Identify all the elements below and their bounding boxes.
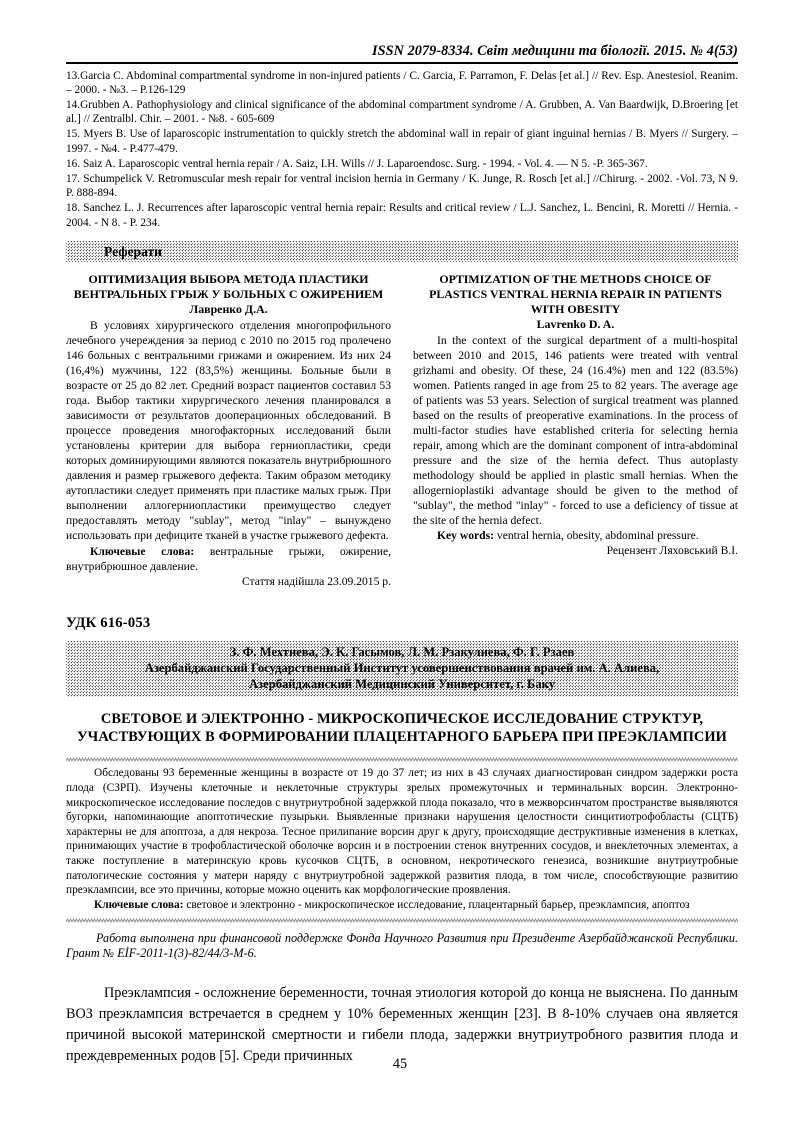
reference-item: 17. Schumpelick V. Retromuscular mesh repair for ventral incision hernia in Germany / K. Junge, R. Rosch [et al.] //Chirurg. - 2002. -Vol. 73, N 9. P. 888-894.: [66, 172, 738, 200]
abstract-en-author: Lavrenko D. A.: [536, 317, 615, 332]
abstract-ru-keywords-text: вентральные грыжи, ожирение, внутрибрюшное давление.: [66, 544, 391, 573]
article-intro-paragraph: Преэклампсия - осложнение беременности, точная этиология которой до конца не выяснена. По данным ВОЗ преэклампсия встречается в среднем у 10% беременных женщин [23]. В 8-10% случаев она является причиной высокой материнской смертности и гибели плода, задержки внутриутробного развития плода и преждевременных родов [5]. Среди причинных: [66, 985, 738, 1064]
abstract-english: [413, 272, 738, 589]
article-summary-body: Обследованы 93 беременные женщины в возрасте от 19 до 37 лет; из них в 43 случаях диагностирован синдром задержки роста плода (СЗРП). Изучены клеточные и неклеточные структуры зрелых промежуточных и терминальных ворсин. Электронно-микроскопическое исследование последов с внутриутробной задержкой плода показало, что в межворсинчатом пространстве выявляются бугорки, напоминающие апоптотические пузырьки. Выявленные признаки нарушения целостности синцитиотрофобласты (СЦТБ) характерны не для апоптоза, а для некроза. Тесное прилипание ворсин друг к другу, происходящие деструктивные изменения в клетках, принимающих участие в трофобластической оболочке ворсин и в построении стенок внутренних сосудов, и внеклеточных элементах, а также поступление в материнскую кровь кусочков СЦТБ, в основном, некротического генезиса, возникшие внутриутробные патологические состояния у матери наряду с внутриутробной задержкой развития плода, в том числе, способствующие развитию преэклампсии, все это причины, которые можно оценить как морфологические проявления.: [66, 767, 738, 897]
article-summary-keywords: [66, 898, 738, 913]
zigzag-divider-bottom: [66, 917, 738, 924]
reference-item: 18. Sanchez L. J. Recurrences after laparoscopic ventral hernia repair: Results and critical review / L.J. Sanchez, L. Bencini, R. Moretti // Hernia. - 2004. - N 8. - P. 234.: [66, 202, 738, 229]
article-authors-band: [66, 641, 738, 697]
abstract-en-keywords-text: ventral hernia, obesity, abdominal pressure.: [494, 529, 699, 543]
article-keywords-label: Ключевые слова:: [94, 898, 184, 911]
abstract-en-keywords-label: Key words:: [437, 529, 494, 543]
reference-item: 13.Garcia C. Abdominal compartmental syndrome in non-injured patients / C. Garcia, F. Parramon, F. Delas [et al.] // Rev. Esp. Anestesiol. Reanim. – 2000. - №3. – P.126-129: [66, 69, 738, 97]
abstract-ru-footer: Стаття надійшла 23.09.2015 р.: [241, 574, 391, 588]
abstract-russian: [66, 272, 391, 589]
article-title: СВЕТОВОЕ И ЭЛЕКТРОННО - МИКРОСКОПИЧЕСКОЕ ИССЛЕДОВАНИЕ СТРУКТУР, УЧАСТВУЮЩИХ В ФОРМИРОВАНИИ ПЛАЦЕНТАРНОГО БАРЬЕРА ПРИ ПРЕЭКЛАМПСИИ: [77, 710, 727, 746]
grant-note: Работа выполнена при финансовой поддержке Фонда Научного Развития при Президенте Азербайджанской Республики. Грант № EİF-2011-1(3)-82/44/3-M-6.: [66, 930, 738, 961]
udk-code: УДК 616-053: [66, 614, 151, 631]
reference-item: 15. Myers B. Use of laparoscopic instrumentation to quickly stretch the abdominal wall in repair of giant inguinal hernias / B. Myers // Surgery. – 1997. - №4. - P.477-479.: [66, 128, 738, 155]
reference-list: [66, 69, 738, 230]
article-authors: З. Ф. Мехтиева, Э. К. Гасымов, Л. М. Рзакулиева, Ф. Г. Рзаев: [229, 644, 575, 659]
abstract-ru-keywords-label: Ключевые слова:: [90, 544, 195, 558]
reference-item: 16. Saiz A. Laparoscopic ventral hernia repair / A. Saiz, I.H. Wills // J. Laparoendosc. Surg. - 1994. - Vol. 4. — N 5. -P. 365-367.: [66, 157, 648, 170]
abstract-columns: [66, 272, 738, 589]
article-affiliation-line-2: Азербайджанский Медицинский Университет, г. Баку: [248, 677, 556, 692]
article-affiliation-line-1: Азербайджанский Государственный Институт усовершенствования врачей им. А. Алиева,: [144, 661, 660, 676]
abstract-en-keywords: [413, 528, 738, 543]
reference-item: 14.Grubben A. Pathophysiology and clinical significance of the abdominal compartment syndrome / A. Grubben, A. Van Baardwijk, D.Broering [et al.] // Zentralbl. Chir. – 2001. - №8. - 605-609: [66, 99, 738, 126]
abstract-ru-keywords: [66, 544, 391, 574]
abstract-en-body: In the context of the surgical department of a multi-hospital between 2010 and 2015, 146 patients were treated with ventral grizhami and obesity. Of these, 24 (16.4%) men and 122 (83.5%) women. Patients ranged in age from 25 to 82 years. The average age of patients was 53 years. Selection of surgical treatment was planned based on the results of preoperative examinations. In the process of multi-factor studies have established criteria for selecting hernia repair, among which are the dominant component of intra-abdominal pressure and the size of the hernia defect. Thus autoplasty methodology should be applied in plastic small hernias. When the allogernioplastiki advantage should be given to the method of "sublay", the method "inlay" - forced to use a deficiency of tissue at the site of the hernia defect.: [413, 333, 738, 528]
abstracts-section-header-label: Реферати: [104, 244, 162, 260]
article-keywords-text: световое и электронно - микроскопическое исследование, плацентарный барьер, преэклампсия, апоптоз: [183, 898, 690, 911]
running-head-rule: [66, 62, 738, 64]
page-number: 45: [392, 1056, 408, 1072]
abstracts-section-header: [66, 241, 738, 262]
abstract-ru-author: Лавренко Д.А.: [189, 302, 268, 317]
abstract-ru-title: ОПТИМИЗАЦИЯ ВЫБОРА МЕТОДА ПЛАСТИКИ ВЕНТРАЛЬНЫХ ГРЫЖ У БОЛЬНЫХ С ОЖИРЕНИЕМ: [73, 272, 384, 302]
abstract-en-title: OPTIMIZATION OF THE METHODS CHOICE OF PLASTICS VENTRAL HERNIA REPAIR IN PATIENTS WITH OBESITY: [429, 272, 722, 317]
abstract-ru-body: В условиях хирургического отделения многопрофильного лечебного учереждения за период с 2010 по 2015 год пролечено 146 больных с вентральними грижами и ожирением. Из них 24 (16,4%) мужчины, 122 (83,5%) женщины. Больные были в возрасте от 25 до 82 лет. Средний возраст пациентов составил 53 года. Выбор тактики хирургического лечения планировался в зависимости от результатов дооперационных обследований. В процессе проведения многофакторных исследований были установлены критерии для выбора герниопластики, среди которых доминирующими являются показатель внутрибрюшного давления и размер грыжевого дефекта. Таким образом методику аутопластики следует применять при пластике малых грыж. При выполнении аллогерниопластики преимущество следует предоставлять методу "sublay", метод "inlay" – вынуждено использовать при дефиците тканей в участке грыжевого дефекта.: [66, 318, 391, 543]
running-head: ISSN 2079-8334. Світ медицини та біології. 2015. № 4(53): [371, 43, 738, 59]
article-summary: [66, 766, 738, 912]
zigzag-divider-top: [66, 756, 738, 763]
abstract-en-footer: Рецензент Ляховський В.І.: [606, 544, 738, 558]
page-content: [66, 44, 738, 1080]
